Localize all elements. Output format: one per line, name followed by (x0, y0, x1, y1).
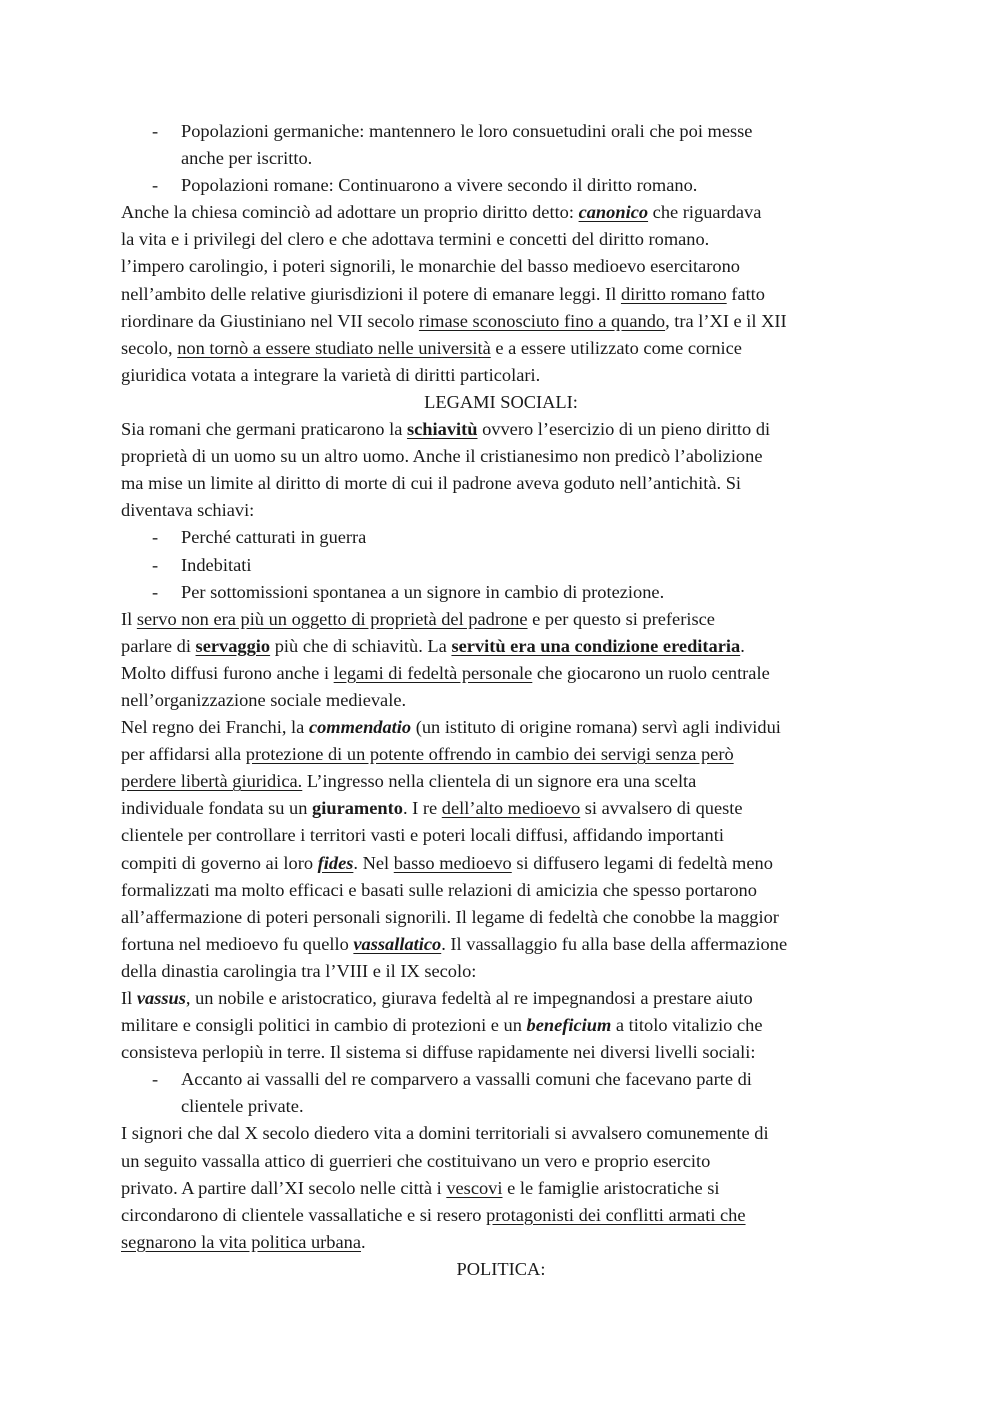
paragraph-franks: Nel regno dei Franchi, la commendatio (un istituto di origine romana) servì agli individui per affidarsi alla protezione di un potente offrendo in cambio dei servigi senza però perdere libertà giuridica. L’ingresso nella clientela di un signore era una scelta individuale fondata su un giuramento. I re dell’alto medioevo si avvalsero di queste clientele per controllare i territori vasti e poteri locali diffusi, affidando importanti compiti di governo ai loro fides. Nel basso medioevo si diffusero legami di fedeltà meno formalizzati ma molto efficaci e basati sulle relazioni di amicizia che spesso portarono all’affermazione di poteri personali signorili. Il legame di fedeltà che conobbe la maggior fortuna nel medioevo fu quello vassallatico. Il vassallaggio fu alla base della affermazione della dinastia carolingia tra l’VIII e il IX secolo: (121, 717, 788, 981)
term-canonico: canonico (578, 202, 649, 223)
paragraph-canon-law: Anche la chiesa cominciò ad adottare un proprio diritto detto: canonico che riguardava la vita e i privilegi del clero e che adottava termini e concetti del diritto romano. (121, 202, 762, 250)
list-item-continuation: anche per iscritto. (181, 148, 313, 169)
section-heading-politica: POLITICA: (456, 1258, 546, 1279)
paragraph-empire: l’impero carolingio, i poteri signorili, le monarchie del basso medioevo esercitarono nell’ambito delle relative giurisdizioni il potere di emanare leggi. Il diritto romano fatto riordinare da Giustiniano nel VII secolo rimase sconosciuto fino a quando, tra l’XI e il XII secolo, non tornò a essere studiato nelle università e a essere utilizzato come cornice giuridica votata a integrare la varietà di diritti particolari. (121, 256, 787, 385)
list-item: - Popolazioni germaniche: mantennero le loro consuetudini orali che poi messe (121, 118, 881, 145)
list-item: - Perché catturati in guerra (121, 524, 881, 551)
paragraph-lords: I signori che dal X secolo diedero vita a domini territoriali si avvalsero comunemente di un seguito vassalla attico di guerrieri che costituivano un vero e proprio esercito privato. A partire dall’XI secolo nelle città i vescovi e le famiglie aristocratiche si circondarono di clientele vassallatiche e si resero protagonisti dei conflitti armati che segnarono la vita politica urbana. (121, 1123, 769, 1252)
paragraph-servant: Il servo non era più un oggetto di proprietà del padrone e per questo si preferisce parlare di servaggio più che di schiavitù. La servitù era una condizione ereditaria. Molto diffusi furono anche i legami di fedeltà personale che giocarono un ruolo centrale nell’organizzazione sociale medievale. (121, 608, 770, 710)
bullet-list-populations (121, 118, 881, 199)
term-servaggio: servaggio (195, 635, 271, 656)
bullet-dash: - (152, 527, 159, 548)
term-schiavitu: schiavitù (406, 419, 478, 440)
term-vassus: vassus (136, 988, 186, 1008)
bullet-list-vassals (121, 1066, 881, 1120)
bullet-dash: - (152, 554, 159, 575)
list-item: - Indebitati (121, 552, 881, 579)
list-item: - Popolazioni romane: Continuarono a vivere secondo il diritto romano. (121, 172, 881, 199)
list-item-continuation: clientele private. (181, 1096, 304, 1117)
term-giuramento: giuramento (312, 798, 403, 819)
paragraph-vassus: Il vassus, un nobile e aristocratico, giurava fedeltà al re impegnandosi a prestare aiuto militare e consigli politici in cambio di protezioni e un beneficium a titolo vitalizio che consisteva perlopiù in terre. Il sistema si diffuse rapidamente nei diversi livelli sociali: (121, 988, 763, 1063)
list-item: - Per sottomissioni spontanea a un signore in cambio di protezione. (121, 579, 881, 606)
term-beneficium: beneficium (526, 1015, 612, 1036)
term-vassallatico: vassallatico (353, 933, 442, 954)
bullet-dash: - (152, 581, 159, 602)
bullet-dash: - (152, 1069, 159, 1090)
term-commendatio: commendatio (308, 717, 412, 738)
paragraph-slavery: Sia romani che germani praticarono la schiavitù ovvero l’esercizio di un pieno diritto di proprietà di un uomo su un altro uomo. Anche il cristianesimo non predicò l’abolizione ma mise un limite al diritto di morte di cui il padrone aveva goduto nell’antichità. Si diventava schiavi: (121, 419, 771, 521)
bullet-dash: - (152, 121, 159, 141)
bullet-list-slavery-causes (121, 524, 881, 605)
bullet-dash: - (152, 175, 159, 196)
term-diritto-romano: diritto romano (620, 283, 727, 304)
term-fides: fides (317, 852, 354, 873)
document-page (121, 118, 881, 1283)
section-heading-legami-sociali: LEGAMI SOCIALI: (424, 391, 578, 412)
list-item: - Accanto ai vassalli del re comparvero a vassalli comuni che facevano parte di (121, 1066, 881, 1093)
